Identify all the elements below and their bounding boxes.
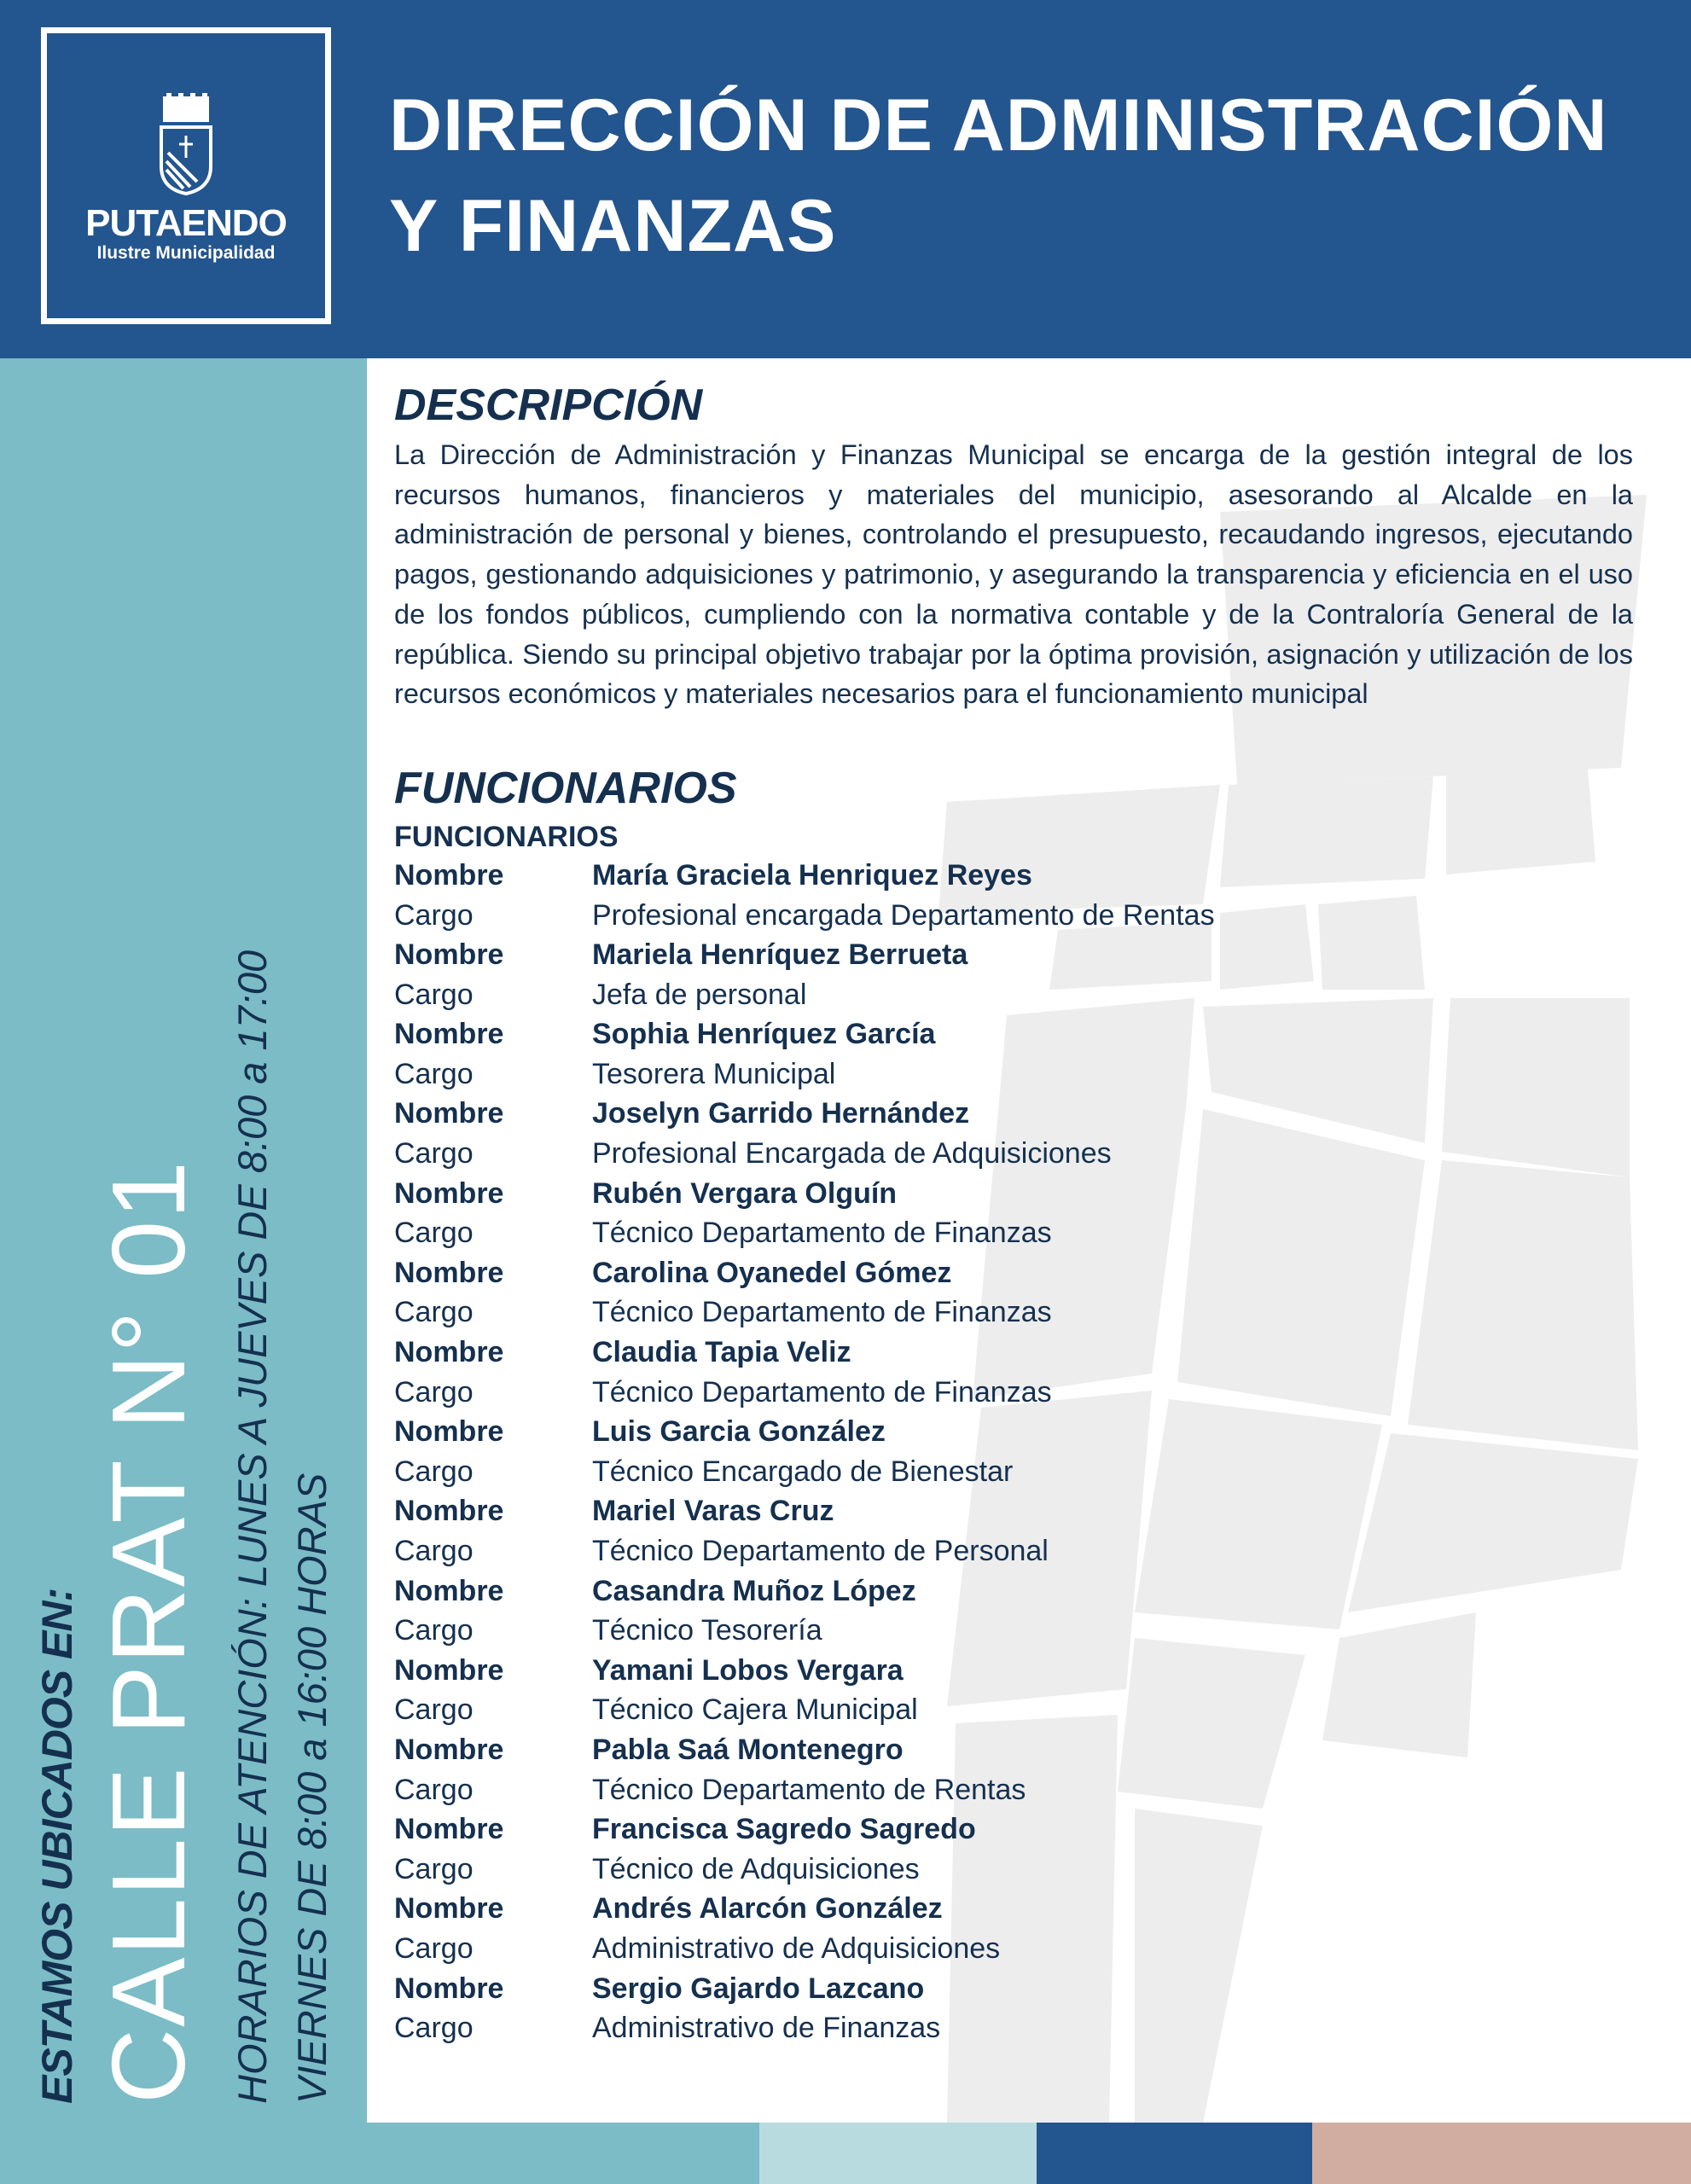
staff-role: Técnico Departamento de Personal	[592, 1535, 1049, 1568]
field-label: Nombre	[394, 1495, 504, 1528]
staff-subheading: FUNCIONARIOS	[394, 820, 619, 853]
field-label: Cargo	[394, 1217, 474, 1250]
staff-role-row	[394, 1213, 1633, 1253]
sidebar-info	[0, 358, 367, 2116]
field-label: Nombre	[394, 858, 504, 892]
field-label: Cargo	[394, 1614, 474, 1647]
staff-role: Técnico Departamento de Finanzas	[592, 1375, 1052, 1409]
description-heading: DESCRIPCIÓN	[394, 380, 703, 430]
page-title: DIRECCIÓN DE ADMINISTRACIÓN Y FINANZAS	[389, 84, 1608, 267]
staff-name: Mariela Henríquez Berrueta	[592, 938, 968, 972]
staff-role-row	[394, 1531, 1633, 1571]
staff-role: Profesional Encargada de Adquisiciones	[592, 1137, 1112, 1170]
field-label: Cargo	[394, 1455, 474, 1488]
field-label: Cargo	[394, 978, 474, 1011]
staff-name: Pabla Saá Montenegro	[592, 1733, 904, 1766]
staff-name: Yamani Lobos Vergara	[592, 1653, 904, 1687]
field-label: Nombre	[394, 1574, 504, 1607]
staff-name-row	[394, 935, 1633, 975]
staff-name-row	[394, 1651, 1633, 1691]
staff-role-row	[394, 1611, 1633, 1651]
header	[0, 0, 1691, 358]
staff-name: Casandra Muñoz López	[592, 1574, 916, 1607]
staff-name: Francisca Sagredo Sagredo	[592, 1813, 976, 1846]
staff-name-row	[394, 1412, 1633, 1452]
field-label: Nombre	[394, 1336, 504, 1369]
description-text: La Dirección de Administración y Finanzas Municipal se encarga de la gestión integral de los recursos humanos, financieros y materiales del municipio, asesorando al Alcalde en la administración de personal y bienes, controlando el presupuesto, recaudando ingresos, ejecutando pagos, gestionando adquisiciones y patrimonio, y asegurando la transparencia y eficiencia en el uso de los fondos públicos, cumpliendo con la normativa contable y de la Contraloría General de la república. Siendo su principal objetivo trabajar por la óptima provisión, asignación y utilización de los recursos económicos y materiales necesarios para el funcionamiento municipal	[394, 439, 1633, 710]
crest-icon	[156, 93, 216, 195]
staff-role: Técnico Departamento de Finanzas	[592, 1296, 1052, 1329]
staff-name: Carolina Oyanedel Gómez	[592, 1256, 952, 1289]
hours-line-2: VIERNES DE 8:00 a 16:00 HORAS	[289, 1472, 334, 2104]
staff-role-row	[394, 1770, 1633, 1810]
staff-role-row	[394, 975, 1633, 1015]
field-label: Nombre	[394, 1892, 504, 1926]
staff-name-row	[394, 1571, 1633, 1612]
staff-role: Administrativo de Adquisiciones	[592, 1931, 1001, 1965]
staff-role: Técnico Tesorería	[592, 1614, 822, 1647]
staff-role-row	[394, 1690, 1633, 1730]
municipal-logo: PUTAENDO Ilustre Municipalidad	[41, 27, 331, 324]
staff-role-row	[394, 1452, 1633, 1492]
staff-name-row	[394, 1094, 1633, 1134]
field-label: Cargo	[394, 1693, 474, 1727]
main-content	[394, 375, 1633, 2048]
field-label: Cargo	[394, 1852, 474, 1885]
field-label: Nombre	[394, 1733, 504, 1766]
staff-name: Mariel Varas Cruz	[592, 1495, 834, 1528]
field-label: Nombre	[394, 1097, 504, 1130]
staff-role: Técnico Departamento de Finanzas	[592, 1217, 1052, 1250]
field-label: Nombre	[394, 1972, 504, 2005]
field-label: Nombre	[394, 1018, 504, 1051]
field-label: Cargo	[394, 1931, 474, 1965]
field-label: Cargo	[394, 1375, 474, 1409]
staff-name-row	[394, 1333, 1633, 1373]
location-label: ESTAMOS UBICADOS EN:	[33, 1588, 81, 2104]
staff-name-row	[394, 1809, 1633, 1850]
staff-role: Tesorera Municipal	[592, 1057, 836, 1090]
footer-bar-blue	[1037, 2123, 1312, 2184]
staff-name-row	[394, 1014, 1633, 1054]
staff-role-row	[394, 2008, 1633, 2048]
staff-name: María Graciela Henriquez Reyes	[592, 858, 1032, 892]
staff-role-row	[394, 1929, 1633, 1969]
staff-heading: FUNCIONARIOS	[394, 763, 737, 813]
field-label: Cargo	[394, 1296, 474, 1329]
staff-role-row	[394, 1850, 1633, 1890]
hours-line-1: HORARIOS DE ATENCIÓN: LUNES A JUEVES DE 8:00 a 17:00	[230, 950, 275, 2104]
staff-name: Claudia Tapia Veliz	[592, 1336, 851, 1369]
staff-role: Técnico Cajera Municipal	[592, 1693, 918, 1727]
field-label: Nombre	[394, 938, 504, 972]
staff-name: Andrés Alarcón González	[592, 1892, 943, 1926]
footer-bar-light-teal	[759, 2123, 1037, 2184]
staff-role-row	[394, 1373, 1633, 1413]
staff-name-row	[394, 856, 1633, 896]
field-label: Cargo	[394, 898, 474, 932]
staff-name: Luis Garcia González	[592, 1415, 886, 1449]
staff-name: Sophia Henríquez García	[592, 1018, 936, 1051]
staff-name: Rubén Vergara Olguín	[592, 1176, 898, 1210]
field-label: Cargo	[394, 1773, 474, 1806]
staff-name: Joselyn Garrido Hernández	[592, 1097, 970, 1130]
staff-role: Técnico de Adquisiciones	[592, 1852, 920, 1885]
staff-role: Técnico Encargado de Bienestar	[592, 1455, 1014, 1488]
staff-name: Sergio Gajardo Lazcano	[592, 1972, 925, 2005]
staff-role: Administrativo de Finanzas	[592, 2012, 941, 2045]
staff-name-row	[394, 1253, 1633, 1293]
staff-role-row	[394, 896, 1633, 936]
address: CALLE PRAT N° 01	[90, 1159, 206, 2104]
field-label: Nombre	[394, 1813, 504, 1846]
field-label: Nombre	[394, 1653, 504, 1687]
staff-role-row	[394, 1054, 1633, 1095]
staff-role: Técnico Departamento de Rentas	[592, 1773, 1026, 1806]
field-label: Nombre	[394, 1256, 504, 1289]
staff-name-row	[394, 1491, 1633, 1531]
staff-name-row	[394, 1889, 1633, 1929]
field-label: Cargo	[394, 1137, 474, 1170]
staff-role: Jefa de personal	[592, 978, 807, 1011]
footer-bar-teal	[367, 2123, 759, 2184]
staff-name-row	[394, 1969, 1633, 2009]
field-label: Nombre	[394, 1176, 504, 1210]
field-label: Cargo	[394, 1057, 474, 1090]
field-label: Cargo	[394, 1535, 474, 1568]
footer-bar-tan	[1312, 2123, 1691, 2184]
staff-role-row	[394, 1292, 1633, 1333]
staff-name-row	[394, 1730, 1633, 1770]
staff-role: Profesional encargada Departamento de Rentas	[592, 898, 1215, 932]
field-label: Nombre	[394, 1415, 504, 1449]
staff-list	[394, 856, 1633, 2048]
staff-role-row	[394, 1134, 1633, 1174]
staff-name-row	[394, 1174, 1633, 1214]
field-label: Cargo	[394, 2012, 474, 2045]
